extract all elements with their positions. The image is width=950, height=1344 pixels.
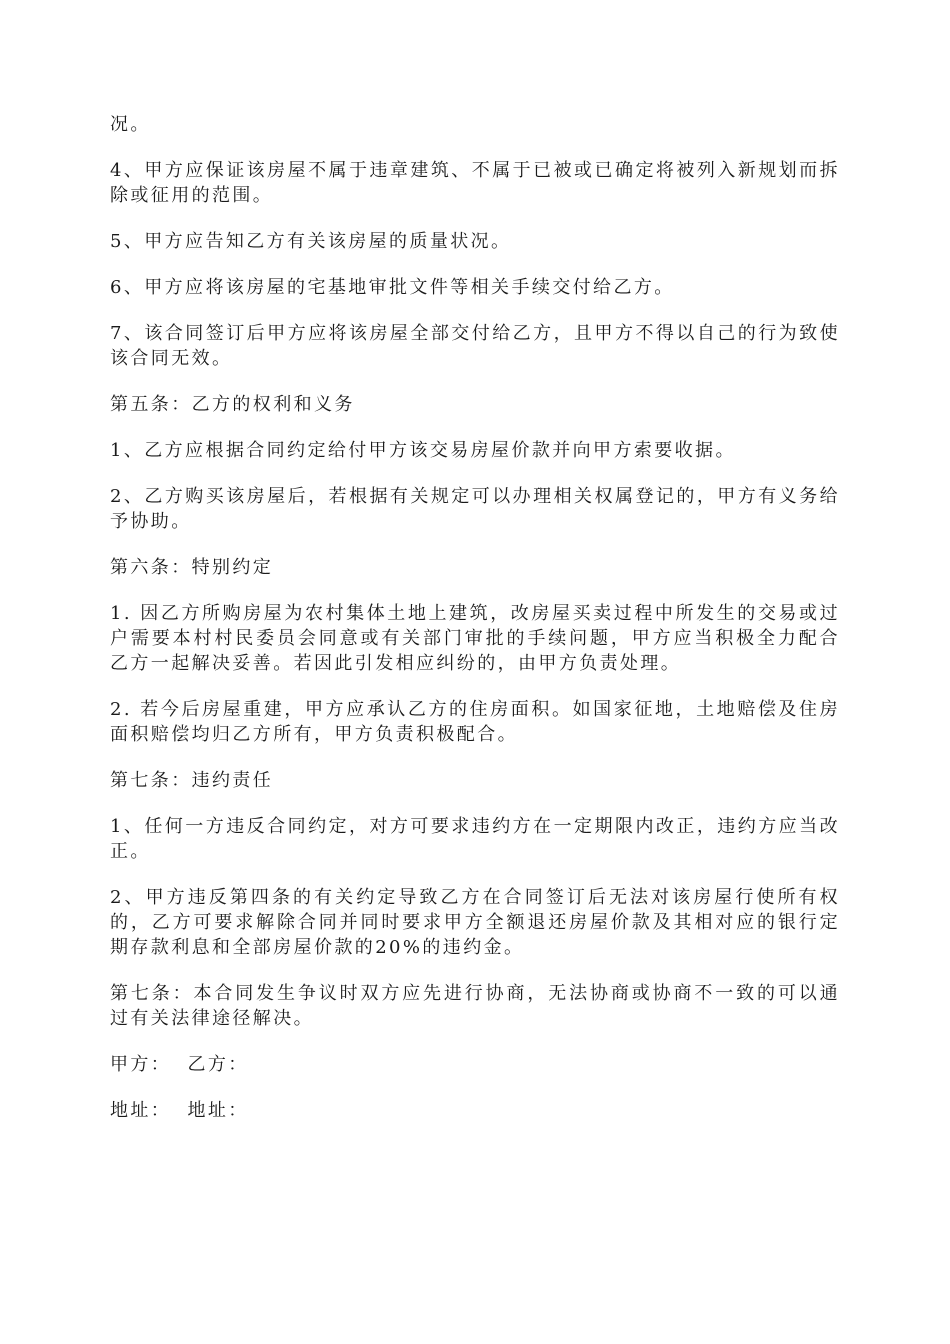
- paragraph-clause-7: 7、该合同签订后甲方应将该房屋全部交付给乙方，且甲方不得以自己的行为致使该合同无效。: [110, 323, 840, 369]
- paragraph-continuation: 况。: [110, 114, 151, 135]
- paragraph-clause-4: 4、甲方应保证该房屋不属于违章建筑、不属于已被或已确定将被列入新规划而拆除或征用的范围。: [110, 160, 840, 206]
- paragraph-clause-6: 6、甲方应将该房屋的宅基地审批文件等相关手续交付给乙方。: [110, 277, 675, 298]
- signature-address-line: 地址： 地址：: [110, 1100, 249, 1121]
- paragraph-article-5-item-1: 1、乙方应根据合同约定给付甲方该交易房屋价款并向甲方索要收据。: [110, 440, 736, 461]
- paragraph-article-7-item-1: 1、任何一方违反合同约定，对方可要求违约方在一定期限内改正，违约方应当改正。: [110, 816, 840, 862]
- section-heading-article-7: 第七条：违约责任: [110, 770, 274, 791]
- signature-party-line: 甲方： 乙方：: [110, 1054, 249, 1075]
- paragraph-article-6-item-1: 1. 因乙方所购房屋为农村集体土地上建筑，改房屋买卖过程中所发生的交易或过户需要本村村民委员会同意或有关部门审批的手续问题，甲方应当积极全力配合乙方一起解决妥善。若因此引发相应纠纷的，由甲方负责处理。: [110, 603, 840, 674]
- paragraph-article-5-item-2: 2、乙方购买该房屋后，若根据有关规定可以办理相关权属登记的，甲方有义务给予协助。: [110, 486, 840, 532]
- section-heading-article-6: 第六条：特别约定: [110, 557, 274, 578]
- section-heading-article-5: 第五条：乙方的权利和义务: [110, 394, 355, 415]
- document-body: [110, 112, 840, 1144]
- paragraph-article-7-item-2: 2、甲方违反第四条的有关约定导致乙方在合同签订后无法对该房屋行使所有权的，乙方可要求解除合同并同时要求甲方全额退还房屋价款及其相对应的银行定期存款利息和全部房屋价款的20%的违约金。: [110, 887, 840, 958]
- paragraph-article-6-item-2: 2. 若今后房屋重建，甲方应承认乙方的住房面积。如国家征地，土地赔偿及住房面积赔偿均归乙方所有，甲方负责积极配合。: [110, 699, 840, 745]
- paragraph-dispute-resolution: 第七条：本合同发生争议时双方应先进行协商，无法协商或协商不一致的可以通过有关法律途径解决。: [110, 983, 840, 1029]
- paragraph-clause-5: 5、甲方应告知乙方有关该房屋的质量状况。: [110, 231, 512, 252]
